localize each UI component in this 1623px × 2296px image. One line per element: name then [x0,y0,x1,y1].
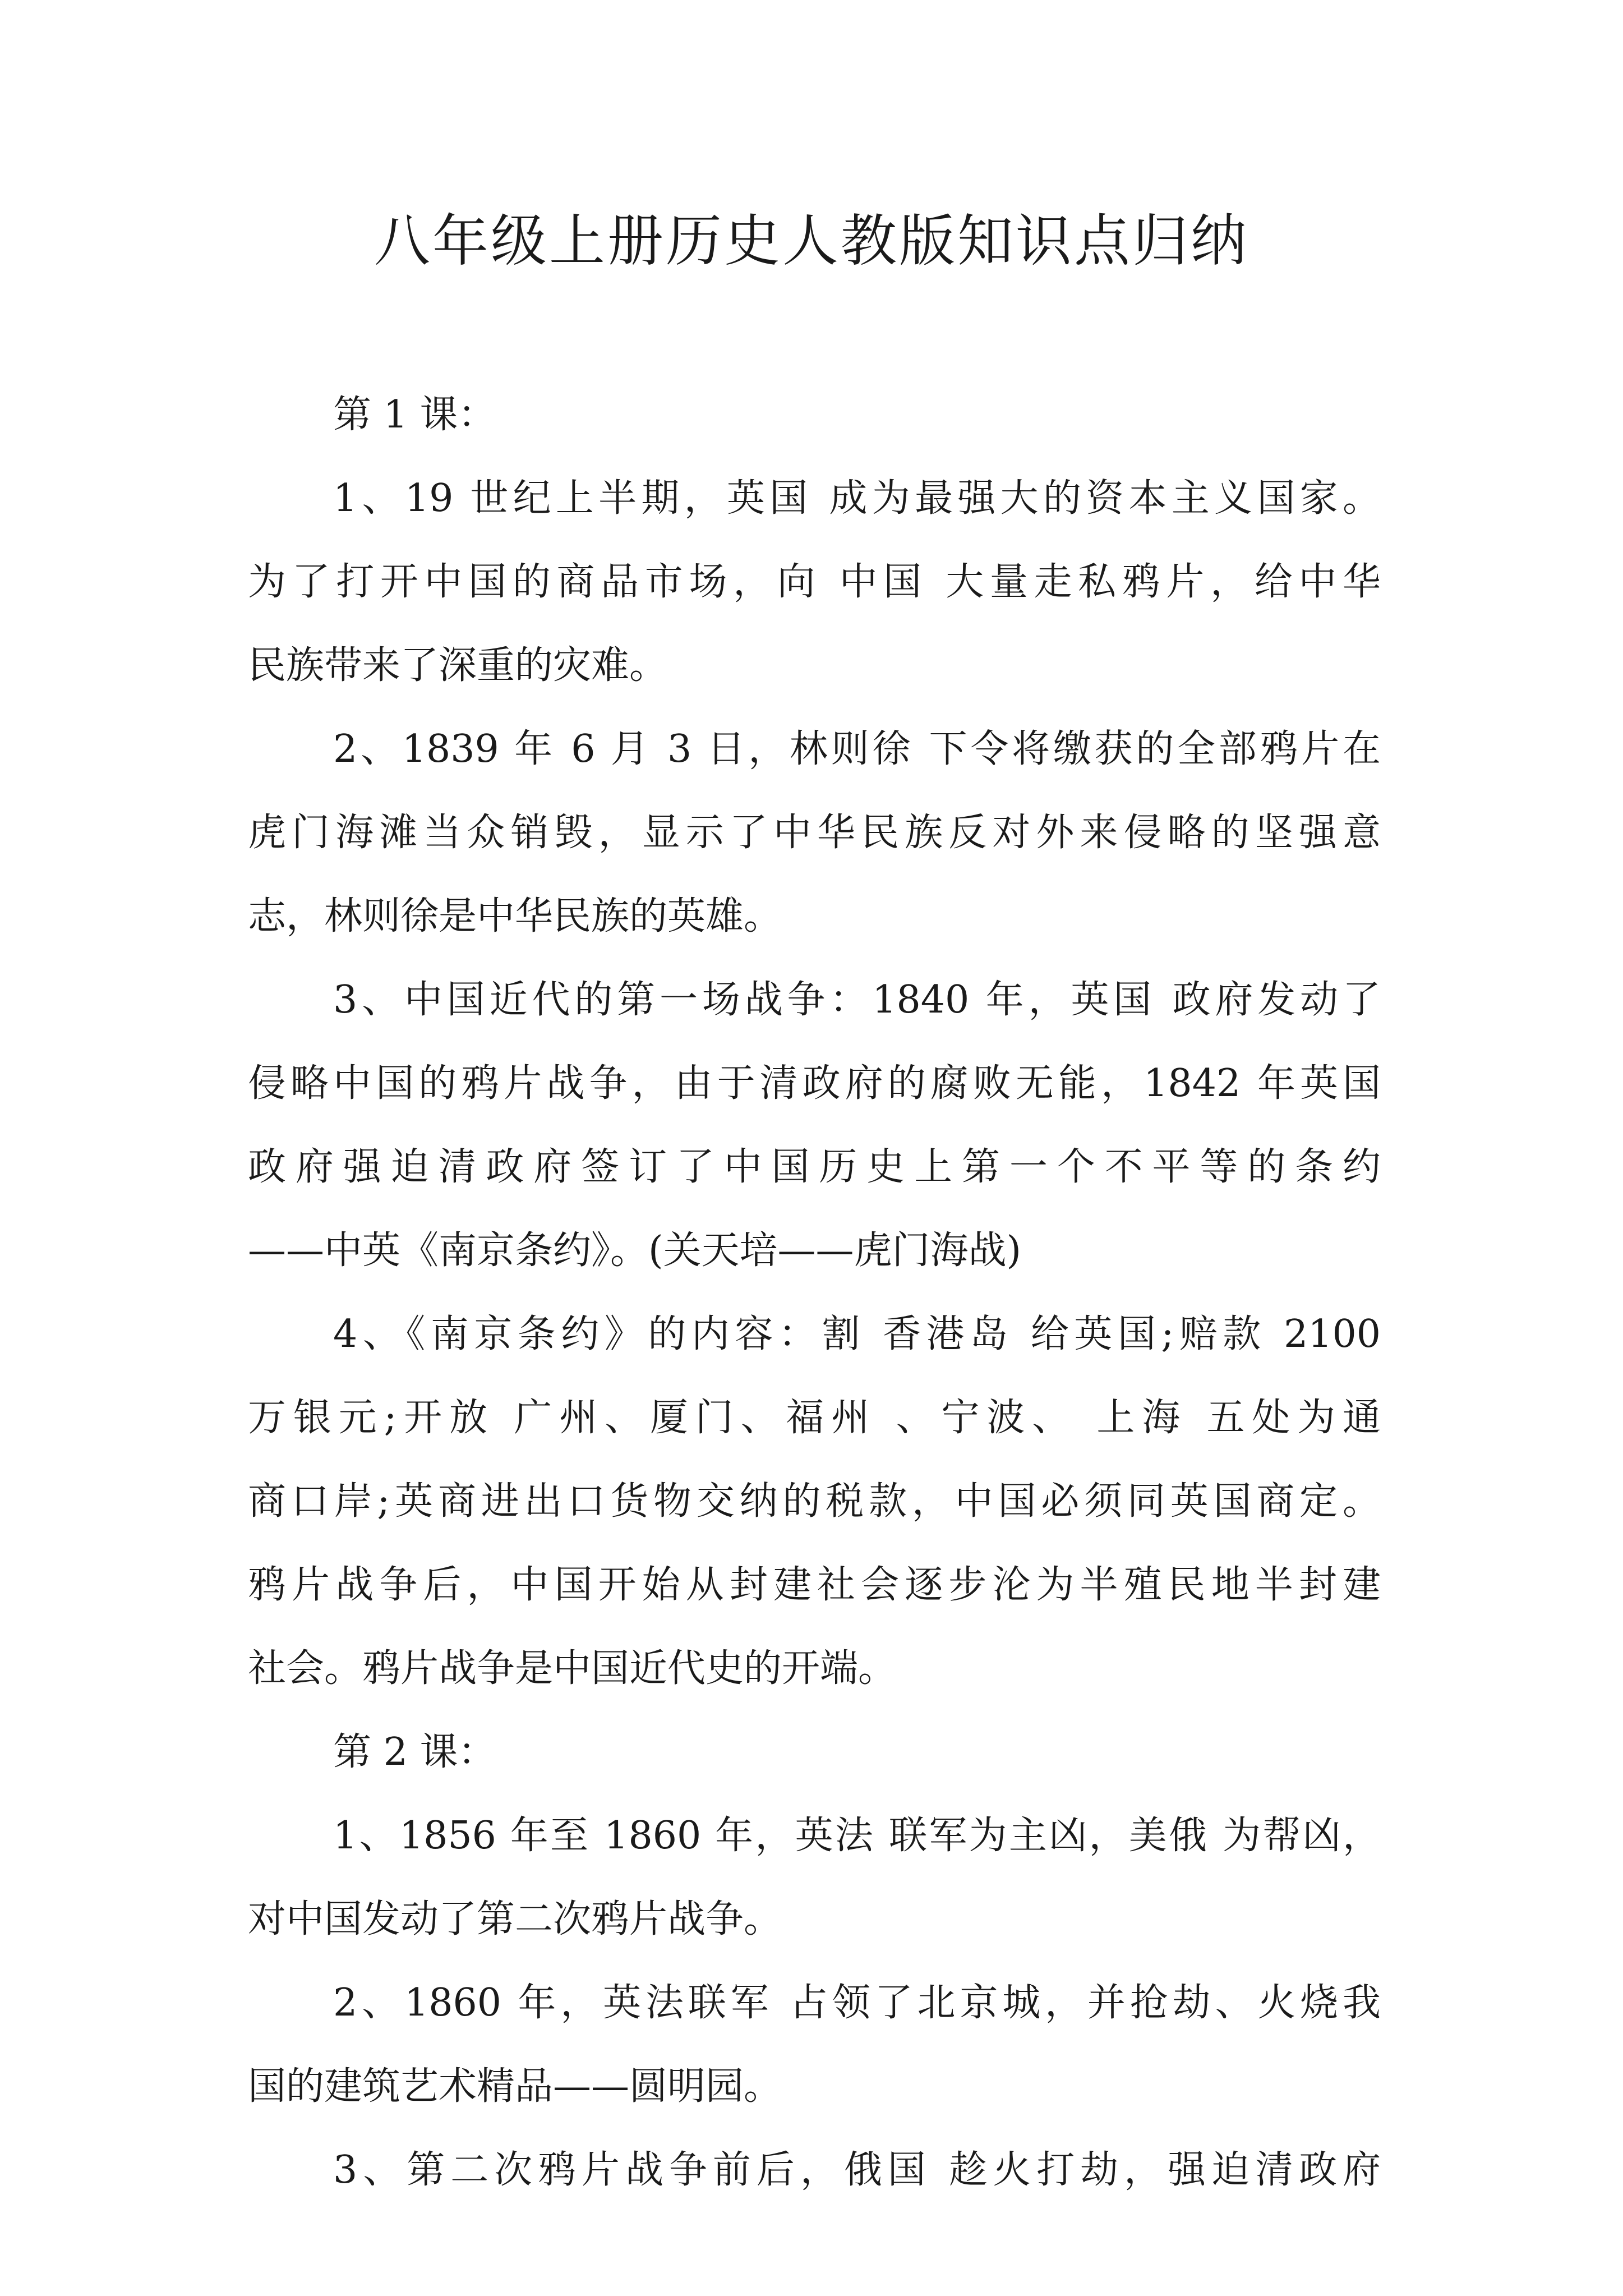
paragraph [248,457,1381,707]
paragraph [248,1794,1381,1961]
paragraph [248,958,1381,1292]
paragraph [248,2128,1381,2212]
text-line: 2、1860 年，英法联军 占领了北京城，并抢劫、火烧我 [333,1981,1381,2025]
text-line: 商口岸;英商进出口货物交纳的税款，中国必须同英国商定。 [248,1479,1381,1524]
text-line: ——中英《南京条约》。(关天培——虎门海战) [248,1228,1022,1273]
document-body [248,373,1381,2212]
page-title: 八年级上册历史人教版知识点归纳 [374,208,1249,274]
lesson-heading [248,373,1381,457]
text-line: 侵略中国的鸦片战争，由于清政府的腐败无能，1842 年英国 [248,1061,1381,1106]
text-line: 鸦片战争后，中国开始从封建社会逐步沦为半殖民地半封建 [248,1563,1381,1607]
text-line: 万银元;开放 广州、厦门、福州 、宁波、 上海 五处为通 [248,1396,1381,1440]
text-line: 第 2 课： [333,1730,496,1774]
text-line: 3、中国近代的第一场战争：1840 年，英国 政府发动了 [333,978,1381,1022]
text-line: 1、19 世纪上半期，英国 成为最强大的资本主义国家。 [333,476,1381,521]
paragraph [248,1961,1381,2128]
text-line: 政府强迫清政府签订了中国历史上第一个不平等的条约 [248,1145,1381,1189]
text-line: 民族带来了深重的灾难。 [248,643,668,688]
text-line: 社会。鸦片战争是中国近代史的开端。 [248,1646,897,1691]
text-line: 第 1 课： [333,393,496,437]
lesson-heading [248,1710,1381,1794]
paragraph [248,707,1381,958]
text-line: 4、《南京条约》的内容：割 香港岛 给英国;赔款 2100 [333,1312,1381,1356]
text-line: 2、1839 年 6 月 3 日，林则徐 下令将缴获的全部鸦片在 [333,727,1381,771]
text-line: 3、第二次鸦片战争前后，俄国 趁火打劫，强迫清政府 [333,2148,1381,2192]
text-line: 1、1856 年至 1860 年，英法 联军为主凶，美俄 为帮凶， [333,1814,1381,1858]
text-line: 国的建筑艺术精品——圆明园。 [248,2064,782,2109]
text-line: 志，林则徐是中华民族的英雄。 [248,894,782,938]
text-line: 虎门海滩当众销毁，显示了中华民族反对外来侵略的坚强意 [248,811,1381,855]
paragraph [248,1292,1381,1710]
text-line: 对中国发动了第二次鸦片战争。 [248,1897,782,1941]
text-line: 为了打开中国的商品市场，向 中国 大量走私鸦片，给中华 [248,560,1381,604]
